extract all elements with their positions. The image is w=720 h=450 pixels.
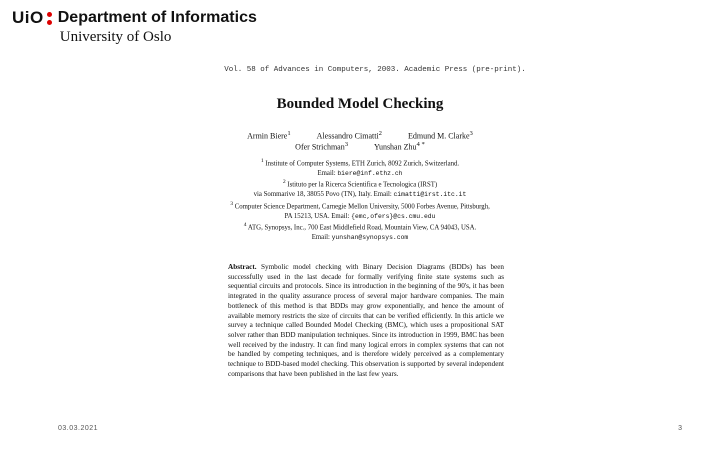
affiliation-2: $^2$ Istituto per la Ricerca Scientifica e Tecnologica (IRST)	[282, 179, 438, 189]
volume-line: Vol. 58 of Advances in Computers, 2003. Academic Press (pre-print).	[224, 66, 526, 74]
page-number: 3	[678, 425, 682, 432]
affiliation-2-address: via Sommarive 18, 38055 Povo (TN), Italy. Email: cimatti@irst.itc.it	[253, 191, 467, 199]
affiliation-3: $^3$ Computer Science Department, Carnegie Mellon University, 5000 Forbes Avenue, Pittsburgh,	[230, 200, 490, 211]
paper-title: Bounded Model Checking	[276, 96, 444, 112]
authors-line-2	[0, 139, 720, 153]
uio-wordmark: UiO	[12, 8, 44, 27]
author: Alessandro Cimatti$^2$	[316, 130, 382, 141]
author: Yunshan Zhu$^{4 *}$	[374, 141, 425, 152]
footer-date: 03.03.2021	[58, 425, 99, 432]
abstract-text: Symbolic model checking with Binary Decision Diagrams (BDDs) has been successfully used in the last decade for formally verifying finite state systems such as sequential circuits and protocols. Since its introduction in the beginning of the 90's, it has been integrated in the quality assurance process of several major hardware companies. The main bottleneck of this method is that BDDs may grow exponentially, and hence the amount of available memory restricts the size of circuits that can be verified efficiently. In this article we survey a technique called Bounded Model Checking (BMC), which uses a propositional SAT solver rather than BDD manipulation techniques. Since its introduction in 1999, BMC has been well received by the industry. It can find many logical errors in complex systems that can not be handled by competing techniques, and is therefore widely perceived as a complementary technique to BDD-based model checking. This observation is supported by several independent comparisons that have been published in the last few years.	[228, 263, 505, 378]
affiliation-1-email: Email: biere@inf.ethz.ch	[317, 169, 403, 177]
affiliation-3-address: PA 15213, USA. Email: {emc,ofers}@cs.cmu.edu	[284, 212, 436, 220]
author: Edmund M. Clarke$^3$	[408, 130, 473, 141]
author: Armin Biere$^1$	[247, 130, 291, 141]
abstract-heading: Abstract.	[228, 263, 257, 271]
affiliation-4-email: Email: yunshan@synopsys.com	[311, 234, 409, 242]
affiliation-1: $^1$ Institute of Computer Systems, ETH Zurich, 8092 Zurich, Switzerland.	[260, 158, 460, 168]
author: Ofer Strichman$^3$	[295, 141, 349, 152]
affiliations	[0, 157, 720, 243]
affiliation-4: $^4$ ATG, Synopsys, Inc., 700 East Middlefield Road, Mountain View, CA 94043, USA.	[243, 222, 477, 232]
abstract	[228, 263, 504, 379]
university-name: University of Oslo	[59, 29, 172, 45]
department-name: Department of Informatics	[57, 9, 257, 26]
